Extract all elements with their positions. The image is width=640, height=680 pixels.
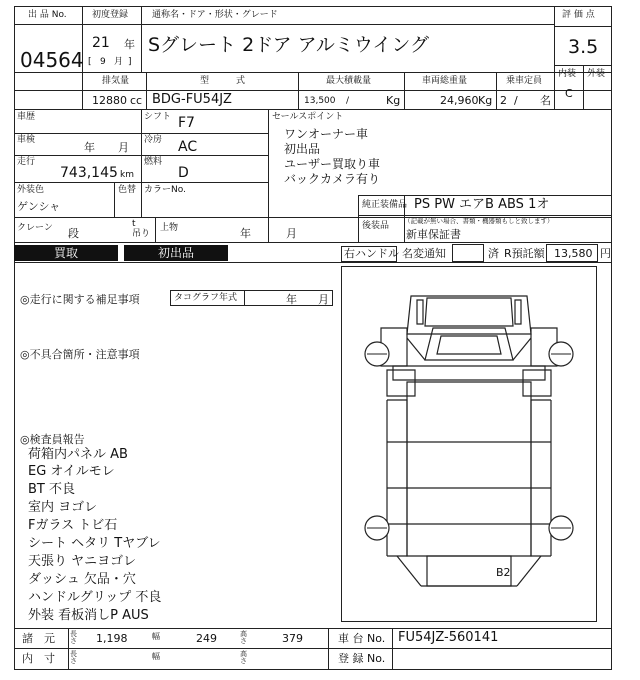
chassis-label: 車 台 No. [338, 632, 386, 645]
inspector-line: 荷箱内パネル AB [28, 447, 128, 462]
fuel-value: D [178, 165, 189, 181]
displacement-value: 12880 [92, 94, 127, 107]
reg-year-unit: 年 [124, 38, 135, 51]
truck-outline-diagram [341, 266, 597, 622]
windshield [425, 328, 513, 360]
exterior-label: 外装 [587, 69, 606, 79]
crane-steps-unit: 段 [68, 227, 79, 240]
ext-color-value: ゲンシャ [17, 200, 61, 213]
gross-unit: Kg [478, 94, 493, 107]
shift-value: F7 [178, 115, 195, 131]
reg-month-open: [ [88, 57, 92, 67]
capacity-unit: 名 [540, 94, 551, 107]
tacho-month-unit: 月 [318, 293, 329, 306]
tacho-year-unit: 年 [286, 293, 297, 306]
inspection-label: 車検 [17, 135, 36, 145]
inspector-line: BT 不良 [28, 482, 75, 497]
recycle-unit: 円 [600, 247, 611, 260]
inspector-line: 天張り ヤニヨゴレ [28, 554, 137, 569]
capacity-slash: / [514, 94, 518, 107]
type-label: 型 式 [200, 76, 246, 86]
history-label: 車歴 [17, 112, 36, 122]
length-label: 長さ [70, 630, 77, 645]
first-listing-badge: 初出品 [124, 245, 228, 261]
lot-number: 04564 [20, 48, 84, 72]
gross-label: 車両総重量 [422, 76, 468, 86]
crane-label: クレーン [17, 223, 53, 233]
loading-month-unit: 月 [286, 227, 297, 240]
sales-point-item: 初出品 [284, 142, 321, 156]
mileage-label: 走行 [17, 157, 36, 167]
capacity-label: 乗車定員 [506, 76, 543, 86]
inner-length-label: 長さ [70, 650, 77, 665]
payload-slash: / [346, 96, 350, 106]
ac-label: 冷房 [144, 135, 163, 145]
inner-width-label: 幅 [152, 652, 160, 661]
inspector-line: EG オイルモレ [28, 464, 115, 479]
ac-value: AC [178, 139, 198, 155]
mileage-value: 743,145 [60, 165, 118, 181]
inner-dims-label: 内 寸 [22, 652, 55, 665]
color-change-label: 色替 [118, 185, 137, 195]
loading-label: 上物 [160, 223, 179, 233]
right-handle-label: 右ハンドル [344, 247, 399, 260]
reg-month-close: ] [128, 57, 132, 67]
chassis-value: FU54JZ-560141 [398, 630, 499, 645]
capacity-value: 2 [500, 94, 507, 107]
sales-point-item: バックカメラ有り [284, 172, 381, 186]
inspection-month-unit: 月 [118, 141, 129, 154]
tacho-label: タコグラフ年式 [174, 293, 238, 303]
aftermarket-note: （記載が無い場合、書類・機器類もしと致します） [404, 217, 554, 225]
width-label: 幅 [152, 632, 160, 641]
score-label: 評 価 点 [562, 10, 595, 20]
inspector-report-title: ◎検査員報告 [20, 433, 85, 446]
width-value: 249 [196, 632, 217, 645]
height-value: 379 [282, 632, 303, 645]
payload-value: 13,500 [304, 96, 336, 106]
sales-point-item: ワンオーナー車 [284, 127, 369, 141]
interior-label: 内装 [558, 69, 577, 79]
first-reg-label: 初度登録 [92, 10, 129, 20]
crane-lift-unit: t 吊り [132, 219, 151, 239]
ext-color-label: 外装色 [17, 185, 45, 195]
inspector-line: ダッシュ 欠品・穴 [28, 572, 136, 587]
inspector-line: ハンドルグリップ 不良 [28, 590, 162, 605]
buy-badge: 買取 [14, 245, 118, 261]
reg-month: 9 [100, 57, 106, 67]
type-value: BDG-FU54JZ [152, 92, 232, 107]
inspector-line: シート ヘタリ Tヤブレ [28, 536, 161, 551]
model-label: 通称名・ドア・形状・グレード [152, 10, 278, 20]
inspector-line: 外装 看板消しP AUS [28, 608, 149, 623]
score-value: 3.5 [568, 36, 599, 58]
run-notes-title: ◎走行に関する補足事項 [20, 293, 140, 306]
reg-month-unit: 月 [114, 57, 124, 67]
sales-point-label: セールスポイント [272, 112, 344, 122]
gross-value: 24,960 [440, 94, 479, 107]
aftermarket-value: 新車保証書 [406, 228, 461, 241]
mileage-unit: km [120, 170, 134, 180]
lot-label: 出 品 No. [28, 10, 67, 20]
model-text: Sグレート 2ドア アルミウイング [148, 34, 429, 56]
equipment-value: PS PW エアB ABS 1オ [414, 197, 550, 212]
displacement-label: 排気量 [102, 76, 130, 86]
height-label: 高さ [240, 630, 247, 645]
equipment-label: 純正装備品 [362, 200, 408, 210]
recycle-value: 13,580 [554, 247, 593, 260]
defect-notes-title: ◎不具合箇所・注意事項 [20, 348, 140, 361]
diagram-mark-b2: B2 [496, 566, 511, 579]
name-change-label: 名変通知 [402, 247, 446, 260]
inspector-line: Fガラス トビ石 [28, 518, 118, 533]
interior-grade: C [565, 87, 573, 100]
recycle-check: 済 [488, 247, 499, 260]
recycle-label: R預託額 [504, 247, 545, 260]
fuel-label: 燃料 [144, 157, 163, 167]
dims-label: 諸 元 [22, 632, 55, 645]
payload-unit: Kg [386, 94, 401, 107]
length-value: 1,198 [96, 632, 128, 645]
sales-point-item: ユーザー買取り車 [284, 157, 381, 171]
reg-year: 21 [92, 35, 110, 51]
shift-label: シフト [144, 112, 172, 122]
inspector-line: 室内 ヨゴレ [28, 500, 98, 515]
payload-label: 最大積載量 [326, 76, 372, 86]
loading-year-unit: 年 [240, 227, 251, 240]
inspection-year-unit: 年 [84, 141, 95, 154]
displacement-unit: cc [130, 94, 143, 107]
color-no-label: カラーNo. [144, 185, 186, 195]
cargo-body [407, 382, 531, 556]
aftermarket-label: 後装品 [362, 221, 390, 231]
name-change-box [452, 244, 484, 262]
inner-height-label: 高さ [240, 650, 247, 665]
reg-no-label: 登 録 No. [338, 652, 386, 665]
